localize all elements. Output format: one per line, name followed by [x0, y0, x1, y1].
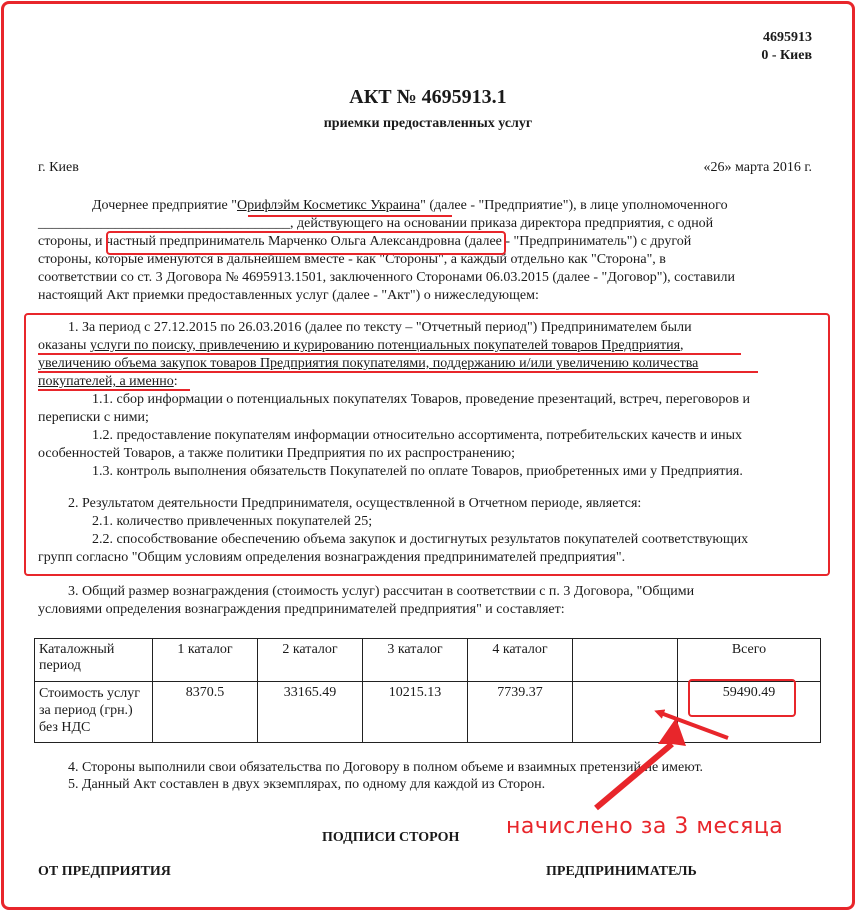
item-1-1-line-1: 1.1. сбор информации о потенциальных покупателях Товаров, проведение презентаций, встреч, переговоров и	[92, 392, 751, 407]
city: г. Киев	[38, 160, 79, 175]
enterprise-signature-label: ОТ ПРЕДПРИЯТИЯ	[38, 864, 171, 879]
intro-text: , действующего на основании приказа директора предприятия, с одной	[290, 216, 714, 231]
table-cell: 10215.13	[363, 682, 468, 743]
item-1-line-3: увеличению объема закупок товаров Предприятия покупателями, поддержанию и/или увеличению количества	[38, 356, 699, 371]
item-1-3: 1.3. контроль выполнения обязательств Покупателей по оплате Товаров, приобретенных ими у Предприятия.	[92, 464, 743, 479]
table-header-cell: Каталожный период	[35, 639, 153, 682]
services-description: услуги по поиску, привлечению и курированию потенциальных покупателей товаров Предприятия	[89, 338, 681, 353]
item-2-1: 2.1. количество привлеченных покупателей 25;	[92, 514, 373, 529]
intro-line-6: настоящий Акт приемки предоставленных услуг (далее - "Акт") о нижеследующем:	[38, 288, 539, 303]
intro-line-2	[38, 216, 713, 232]
company-underline-mark	[248, 215, 452, 217]
table-header-cell	[573, 639, 678, 682]
item-1-line-4	[38, 374, 178, 390]
table-cell: 7739.37	[468, 682, 573, 743]
table-cell-total: 59490.49	[678, 682, 821, 743]
place-code: 0 - Киев	[761, 48, 812, 63]
table-row-label: Стоимость услуг за период (грн.) без НДС	[35, 682, 153, 743]
table-header-row	[35, 639, 821, 682]
item-1-line-2	[38, 338, 684, 354]
item-1-1-line-2: переписки с ними;	[38, 410, 149, 425]
intro-line-4: стороны, которые именуются в дальнейшем вместе - как "Стороны", а каждый отдельно как "Сторона", в	[38, 252, 666, 267]
document-title: АКТ № 4695913.1	[349, 86, 507, 108]
services-underline-mark	[38, 389, 190, 391]
annotation-note: начислено за 3 месяца	[506, 814, 784, 839]
item-text: оказаны	[38, 338, 90, 353]
act-date: «26» марта 2016 г.	[703, 160, 812, 175]
item-3-line-1: 3. Общий размер вознаграждения (стоимость услуг) рассчитан в соответствии с п. 3 Договора, "Общими	[68, 584, 695, 599]
item-2-2-line-2: групп согласно "Общим условиям определения вознаграждения предпринимателей предприятия".	[38, 550, 626, 565]
intro-text: Дочернее предприятие "	[92, 198, 237, 213]
document-code: 4695913	[763, 30, 812, 45]
intro-text: (далее - "Предприниматель") с другой	[460, 234, 692, 249]
item-2-2-line-1: 2.2. способствование обеспечению объема закупок и достигнутых результатов покупателей соответствующих	[92, 532, 749, 547]
intro-line-1	[92, 198, 728, 214]
table-cell: 33165.49	[258, 682, 363, 743]
services-underline-mark	[38, 371, 758, 373]
table-header-cell: 4 каталог	[468, 639, 573, 682]
item-text: покупателей, а именно	[38, 374, 174, 389]
item-1-2-line-2: особенностей Товаров, а также политики Предприятия по их распространению;	[38, 446, 515, 461]
intro-line-5: соответствии со ст. 3 Договора № 4695913.1501, заключенного Сторонами 06.03.2015 (далее - "Договор"), составили	[38, 270, 735, 285]
table-cell: 8370.5	[153, 682, 258, 743]
item-1-line-1: 1. За период с 27.12.2015 по 26.03.2016 (далее по тексту – "Отчетный период") Предпринимателем были	[68, 320, 692, 335]
item-1-2-line-1: 1.2. предоставление покупателям информации относительно ассортимента, потребительских качеств и иных	[92, 428, 743, 443]
item-3-line-2: условиями определения вознаграждения предпринимателей предприятия" и составляет:	[38, 602, 565, 617]
item-2-line-1: 2. Результатом деятельности Предпринимателя, осуществленной в Отчетном периоде, является:	[68, 496, 642, 511]
total-highlight-box	[688, 679, 796, 717]
company-name: Орифлэйм Косметикс Украина	[236, 198, 421, 213]
representative-blank: ____________________________________	[38, 216, 290, 231]
table-header-cell: 3 каталог	[363, 639, 468, 682]
table-header-cell: Всего	[678, 639, 821, 682]
item-4: 4. Стороны выполнили свои обязательства по Договору в полном объеме и взаимных претензий не имеют.	[68, 760, 704, 775]
document-subtitle: приемки предоставленных услуг	[323, 116, 533, 131]
item-text: :	[173, 374, 178, 389]
item-text: ,	[680, 338, 684, 353]
entrepreneur-signature-label: ПРЕДПРИНИМАТЕЛЬ	[546, 864, 697, 879]
entrepreneur-highlight-box	[106, 231, 506, 255]
intro-text: стороны, и	[38, 234, 107, 249]
signatures-title: ПОДПИСИ СТОРОН	[322, 830, 460, 845]
intro-text: " (далее - "Предприятие"), в лице уполномоченного	[420, 198, 728, 213]
table-header-cell: 1 каталог	[153, 639, 258, 682]
table-header-cell: 2 каталог	[258, 639, 363, 682]
services-underline-mark	[38, 353, 741, 355]
item-5: 5. Данный Акт составлен в двух экземплярах, по одному для каждой из Сторон.	[68, 777, 546, 792]
table-cell	[573, 682, 678, 743]
entrepreneur-name: частный предприниматель Марченко Ольга Александровна	[106, 234, 461, 249]
